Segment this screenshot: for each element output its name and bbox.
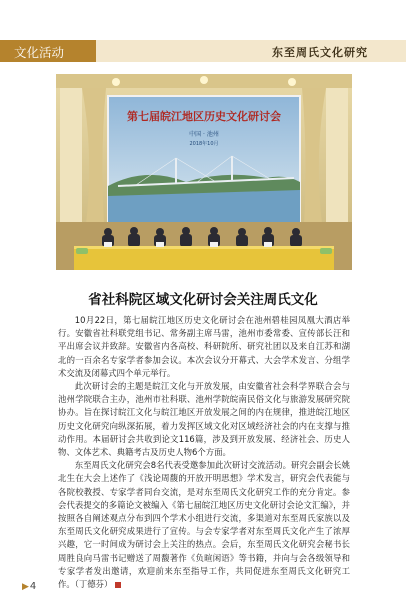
paragraph: 10月22日，第七届皖江地区历史文化研讨会在池州碧桂园凤凰大酒店举行。安徽省社科联党组书记、常务副主席马雷，池州市委常委、宣传部长汪和平出席会议并致辞。安徽省内各高校、科研院所、研究社团以及来自江苏和湖北的一百余名专家学者参加会议。本次会议分开幕式、大会学术发言、分组学术交流及闭幕式四个单元举行。 [58, 315, 350, 378]
banner-date: 2018年10月 [189, 141, 219, 147]
page-header [0, 0, 406, 72]
banner-location: 中国 · 池州 [189, 131, 219, 138]
conference-photo [56, 74, 352, 270]
paragraph: 东至周氏文化研究会8名代表受邀参加此次研讨交流活动。研究会副会长姚北生在大会上述作了《浅论周馥的开放开明思想》学术发言，研究会代表能与各院校教授、专家学者同台交流，是对东至周氏文化研究工作的充分肯定。参会代表提交的多篇论文被编入《第七届皖江地区历史文化研讨会论文汇编》，并按照各自阐述观点分布到四个学术小组进行交流，多渠道对东至周氏家族以及东至周氏文化研究成果进行了宣传。与会专家学者对东至周氏文化产生了浓厚兴趣，它一时间成为研讨会上关注的热点。会后，东至周氏文化研究会秘书长周胜良向马雷书记赠送了周馥著作《负暄闲语》等书籍，并向与会各级领导和专家学者发出邀请，欢迎前来东至指导工作，共同促进东至周氏文化研究工作。（丁德芬） [58, 460, 350, 590]
conference-photo-image [56, 74, 352, 270]
section-label: 文化活动 [14, 45, 65, 60]
paragraph: 此次研讨会的主题是皖江文化与开放发展，由安徽省社会科学界联合会与池州学院联合主办，池州市社科联、池州学院皖南民俗文化与旅游发展研究院协办。旨在探讨皖江文化与皖江地区开放发展之间的内在规律，推进皖江地区历史文化研究向纵深拓展，着力发挥区域文化对区域经济社会的内在支撑与推动作用。本届研讨会共收到论文116篇，涉及到开放发展、经济社会、历史人物、文体艺术、典籍考古及历史人物6个方面。 [58, 381, 350, 458]
banner-title: 第七届皖江地区历史文化研讨会 [127, 110, 281, 123]
end-mark-icon [115, 582, 121, 588]
article-body [58, 314, 350, 591]
page-arrow-icon: ▶ [22, 582, 29, 592]
page-number-value: 4 [29, 581, 37, 592]
journal-name: 东至周氏文化研究 [272, 46, 368, 59]
article-title: 省社科院区域文化研讨会关注周氏文化 [88, 292, 318, 308]
page-number [22, 581, 36, 592]
